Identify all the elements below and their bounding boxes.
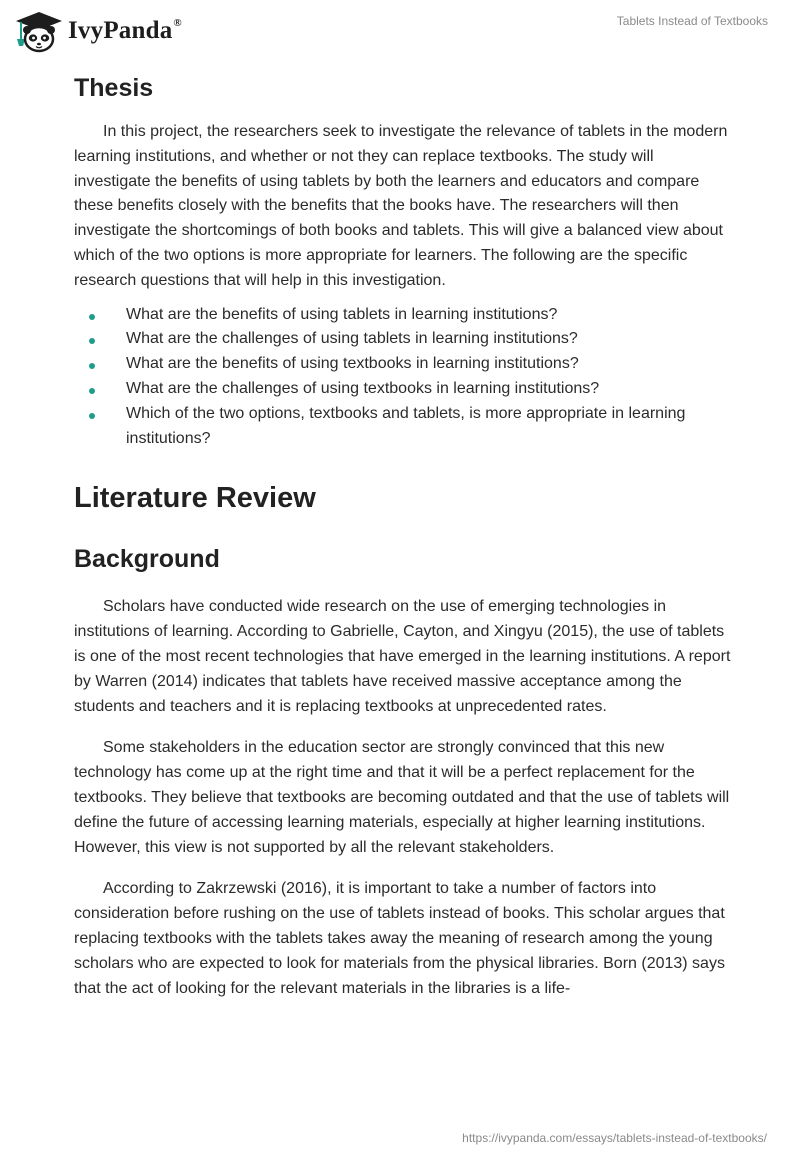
bullet-icon — [89, 413, 95, 419]
background-paragraph-3: According to Zakrzewski (2016), it is important to take a number of factors into consideration before rushing on the use of tablets instead of books. This scholar argues that replacing textbooks with the tablets takes away the meaning of research among the young scholars who are expected to look for materials from the physical libraries. Born (2013) says that the act of looking for the relevant materials in the libraries is a life- — [74, 880, 725, 997]
essay-content — [74, 68, 734, 1001]
list-item: What are the benefits of using tablets in learning institutions? — [74, 303, 734, 328]
bullet-icon — [89, 388, 95, 394]
background-paragraph-2: Some stakeholders in the education sector are strongly convinced that this new technology has come up at the right time and that it will be a perfect replacement for the textbooks. They believe that textbooks are becoming outdated and that the use of tablets will define the future of accessing learning materials, especially at higher learning institutions. However, this view is not supported by all the relevant stakeholders. — [74, 739, 730, 856]
thesis-paragraph: In this project, the researchers seek to investigate the relevance of tablets in the modern learning institutions, and whether or not they can replace textbooks. The study will investigate the benefits of using tablets by both the learners and educators and compare these benefits closely with the benefits that the books have. The researchers will then investigate the shortcomings of both books and tablets. This will give a balanced view about which of the two options is more appropriate for learners. The following are the specific research questions that will help in this investigation. — [74, 123, 728, 289]
list-item: What are the challenges of using tablets in learning institutions? — [74, 327, 734, 352]
panda-graduate-icon — [14, 9, 64, 53]
source-url-link[interactable]: https://ivypanda.com/essays/tablets-instead-of-textbooks/ — [462, 1131, 767, 1145]
list-item: Which of the two options, textbooks and tablets, is more appropriate in learning institutions? — [74, 402, 734, 452]
brand-name: IvyPanda® — [68, 17, 182, 44]
list-item: What are the benefits of using textbooks in learning institutions? — [74, 352, 734, 377]
background-heading: Background — [74, 545, 220, 574]
literature-review-heading: Literature Review — [74, 482, 316, 515]
research-questions-list — [74, 303, 734, 452]
background-paragraph-1: Scholars have conducted wide research on the use of emerging technologies in institutions of learning. According to Gabrielle, Cayton, and Xingyu (2015), the use of tablets is one of the most recent technologies that have emerged in the learning institutions. A report by Warren (2014) indicates that tablets have received massive acceptance among the students and teachers and it is replacing textbooks at unprecedented rates. — [74, 598, 731, 715]
bullet-icon — [89, 314, 95, 320]
bullet-icon — [89, 363, 95, 369]
list-item: What are the challenges of using textbooks in learning institutions? — [74, 377, 734, 402]
document-title: Tablets Instead of Textbooks — [616, 14, 768, 28]
thesis-heading: Thesis — [74, 74, 154, 102]
ivypanda-logo[interactable] — [14, 8, 182, 54]
bullet-icon — [89, 338, 95, 344]
